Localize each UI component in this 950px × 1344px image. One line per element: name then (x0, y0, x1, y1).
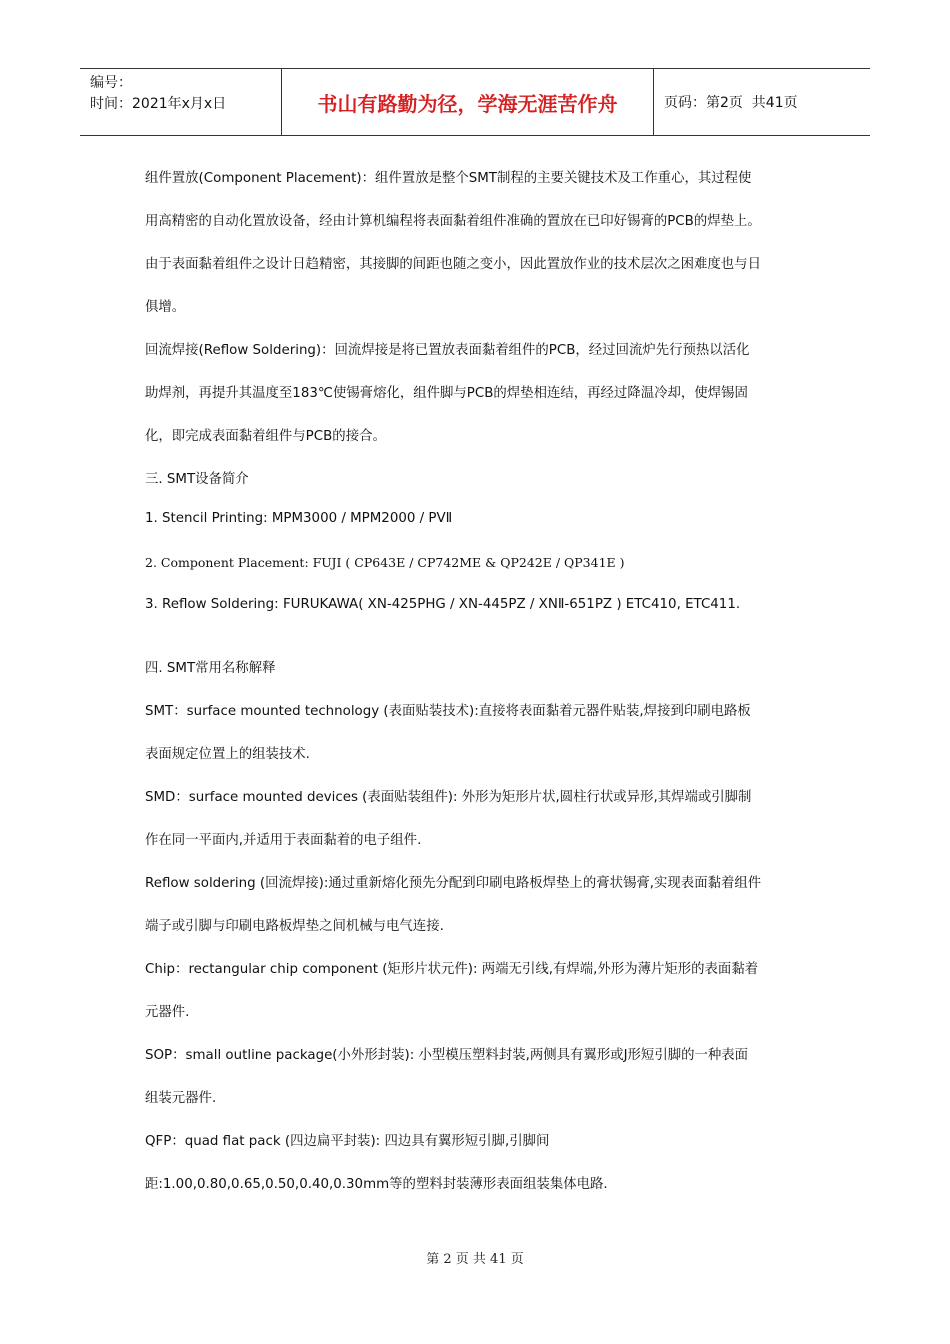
section-heading: 三. SMT设备简介 (145, 472, 249, 487)
body-line: 作在同一平面内,并适用于表面黏着的电子组件. (145, 833, 422, 848)
number-label: 编号： (90, 75, 132, 91)
body-line: 由于表面黏着组件之设计日趋精密，其接脚的间距也随之变小，因此置放作业的技术层次之困难度也与日 (145, 257, 761, 272)
body-line: SMT：surface mounted technology (表面贴装技术):直接将表面黏着元器件贴装,焊接到印刷电路板 (145, 704, 751, 719)
body-line: 元器件. (145, 1005, 190, 1020)
header-page-info (654, 69, 870, 135)
body-line: 用高精密的自动化置放设备，经由计算机编程将表面黏着组件准确的置放在已印好锡膏的PCB的焊垫上。 (145, 214, 761, 229)
header-motto: 书山有路勤为径，学海无涯苦作舟 (282, 69, 654, 135)
body-line: 回流焊接(Reflow Soldering)：回流焊接是将已置放表面黏着组件的PCB，经过回流炉先行预热以活化 (145, 343, 750, 358)
date-label: 时间：2021年x月x日 (90, 96, 227, 112)
body-line: Reflow soldering (回流焊接):通过重新熔化预先分配到印刷电路板焊垫上的膏状锡膏,实现表面黏着组件 (145, 876, 762, 891)
body-line: 组装元器件. (145, 1091, 217, 1106)
body-line: 化，即完成表面黏着组件与PCB的接合。 (145, 429, 386, 444)
body-line: 组件置放(Component Placement)：组件置放是整个SMT制程的主要关键技术及工作重心，其过程使 (145, 171, 752, 186)
page-footer: 第 2 页 共 41 页 (426, 1252, 524, 1267)
body-line: 端子或引脚与印刷电路板焊垫之间机械与电气连接. (145, 919, 444, 934)
body-line: 俱增。 (145, 300, 186, 315)
page-label: 页码：第2页 共41页 (664, 95, 798, 111)
equipment-item: 3. Reflow Soldering: FURUKAWA( XN-425PHG / XN-445PZ / XNⅡ-651PZ ) ETC410, ETC411. (145, 597, 741, 612)
equipment-item: 2. Component Placement: FUJI ( CP643E / CP742ME & QP242E / QP341E ) (145, 555, 625, 570)
body-line: 助焊剂，再提升其温度至183℃使锡膏熔化，组件脚与PCB的焊垫相连结，再经过降温冷却，使焊锡固 (145, 386, 748, 401)
body-line: QFP：quad flat pack (四边扁平封装): 四边具有翼形短引脚,引脚间 (145, 1134, 550, 1149)
body-line: SOP：small outline package(小外形封装): 小型模压塑料封装,两侧具有翼形或J形短引脚的一种表面 (145, 1048, 749, 1063)
section-heading: 四. SMT常用名称解释 (145, 661, 276, 676)
body-line: Chip：rectangular chip component (矩形片状元件): 两端无引线,有焊端,外形为薄片矩形的表面黏着 (145, 962, 759, 977)
body-line: 距:1.00,0.80,0.65,0.50,0.40,0.30mm等的塑料封装薄形表面组装集体电路. (145, 1177, 608, 1192)
header-meta (80, 69, 282, 135)
body-line: SMD：surface mounted devices (表面贴装组件): 外形为矩形片状,圆柱行状或异形,其焊端或引脚制 (145, 790, 752, 805)
page-header (80, 68, 870, 136)
equipment-item: 1. Stencil Printing: MPM3000 / MPM2000 / PVⅡ (145, 511, 453, 526)
body-line: 表面规定位置上的组装技术. (145, 747, 310, 762)
